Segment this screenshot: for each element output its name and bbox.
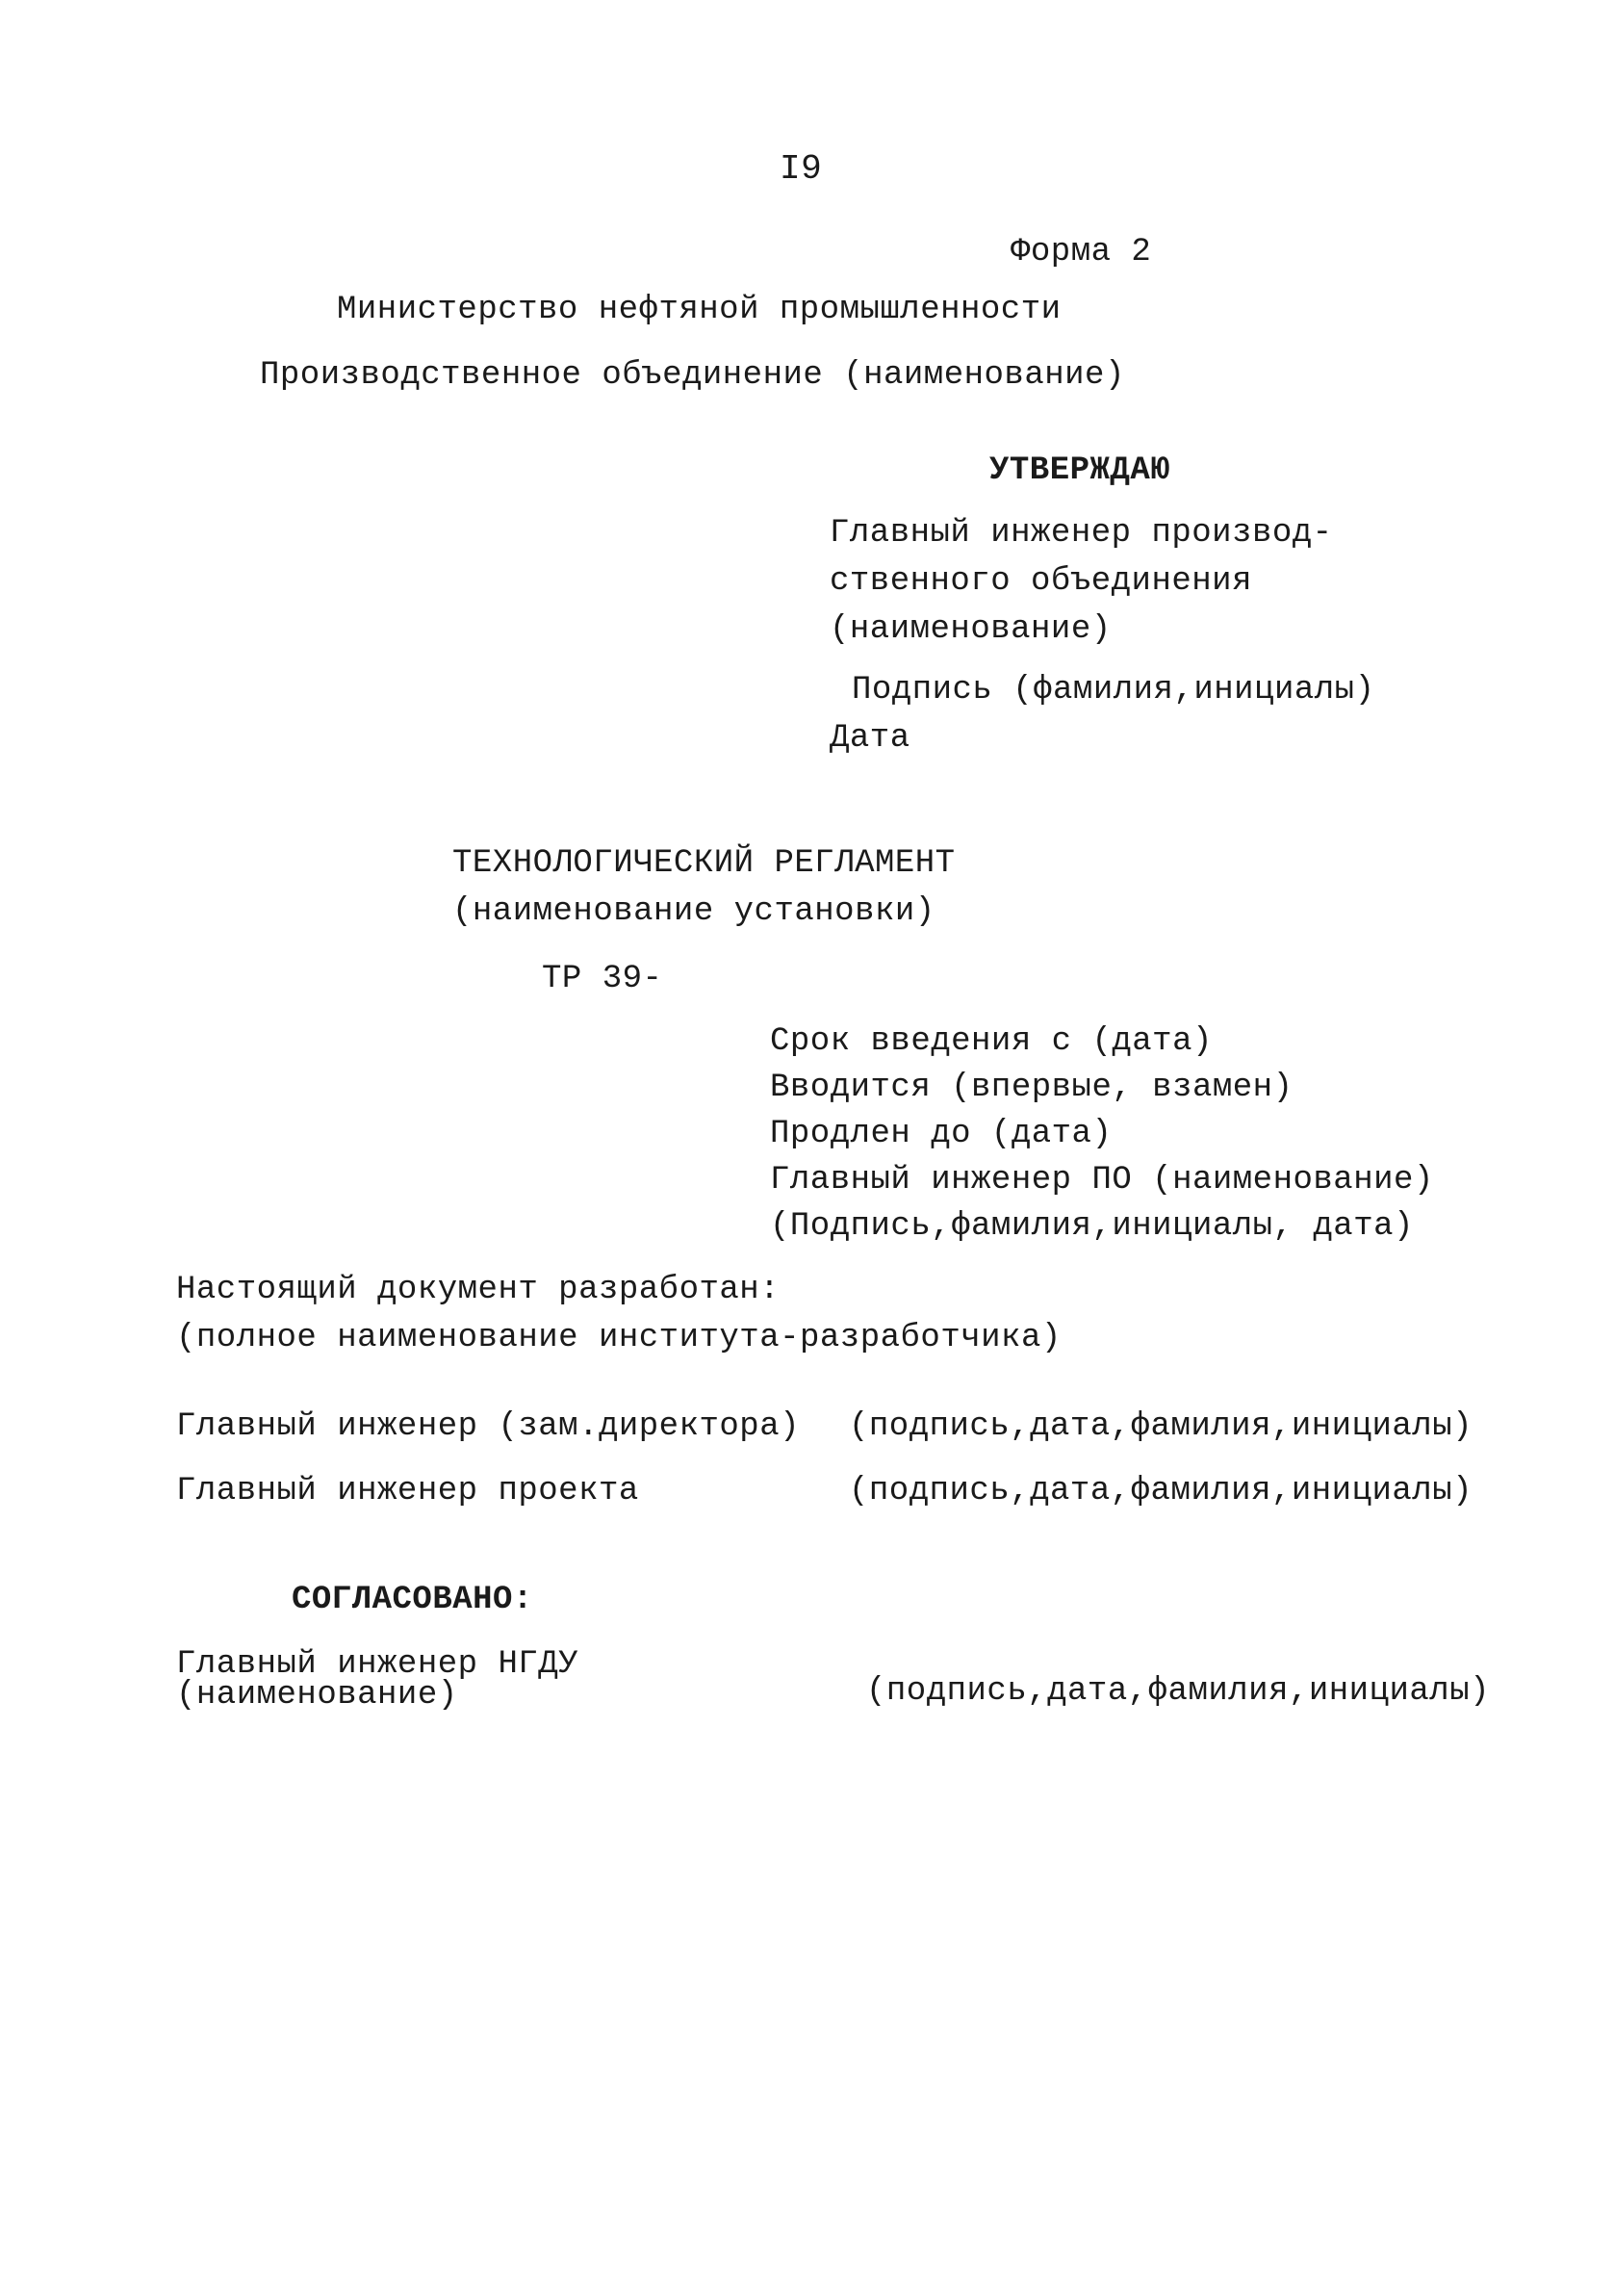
page-number: I9 [780,149,823,189]
validity-line-4: Главный инженер ПО (наименование) [770,1162,1434,1199]
association-line: Производственное объединение (наименование) [260,357,1125,394]
validity-line-5: (Подпись,фамилия,инициалы, дата) [770,1208,1414,1245]
developer-subtitle: (полное наименование института-разработчика) [176,1320,1062,1356]
agreed-fields: (подпись,дата,фамилия,инициалы) [866,1673,1491,1710]
validity-line-3: Продлен до (дата) [770,1116,1113,1152]
signature-fields-1: (подпись,дата,фамилия,инициалы) [849,1408,1473,1445]
form-label: Форма 2 [1011,234,1152,271]
ministry-line: Министерство нефтяной промышленности [337,292,1062,328]
agreed-role-line-1: Главный инженер НГДУ [176,1646,579,1683]
document-title: ТЕХНОЛОГИЧЕСКИЙ РЕГЛАМЕНТ [452,845,956,882]
validity-line-2: Вводится (впервые, взамен) [770,1070,1294,1106]
developer-title: Настоящий документ разработан: [176,1272,781,1308]
document-code: ТР 39- [542,961,663,997]
approval-title: УТВЕРЖДАЮ [989,452,1171,489]
signature-role-2: Главный инженер проекта [176,1473,639,1509]
validity-line-1: Срок введения с (дата) [770,1023,1213,1060]
approval-date: Дата [830,720,910,757]
agreed-title: СОГЛАСОВАНО: [292,1582,533,1618]
approval-line-2: ственного объединения [830,563,1252,600]
document-subtitle: (наименование установки) [452,893,935,930]
signature-role-1: Главный инженер (зам.директора) [176,1408,801,1445]
approval-line-1: Главный инженер производ- [830,515,1333,552]
agreed-role-line-2: (наименование) [176,1677,458,1714]
approval-signature: Подпись (фамилия,инициалы) [852,672,1375,709]
signature-fields-2: (подпись,дата,фамилия,инициалы) [849,1473,1473,1509]
approval-line-3: (наименование) [830,611,1112,648]
